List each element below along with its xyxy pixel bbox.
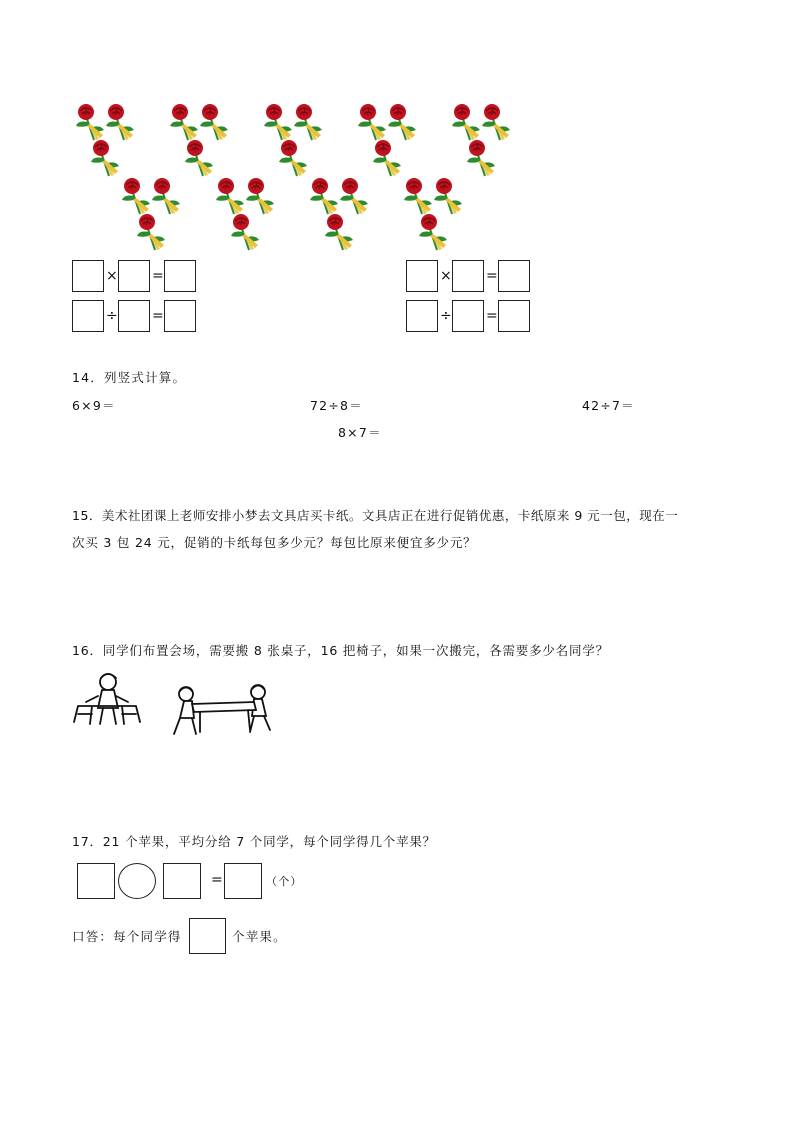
oral-answer-box[interactable] bbox=[189, 918, 226, 954]
problem-1: 6×9＝ bbox=[72, 398, 116, 413]
equals-sign: = bbox=[152, 308, 164, 324]
answer-box[interactable] bbox=[224, 863, 262, 899]
divide-sign: ÷ bbox=[106, 308, 118, 324]
question-15-line-2: 次买 3 包 24 元，促销的卡纸每包多少元？每包比原来便宜多少元？ bbox=[72, 535, 477, 550]
divide-sign: ÷ bbox=[440, 308, 452, 324]
answer-box[interactable] bbox=[498, 260, 530, 292]
times-sign: × bbox=[106, 268, 118, 284]
equals-sign: = bbox=[211, 872, 223, 888]
times-sign: × bbox=[440, 268, 452, 284]
rose-icon bbox=[148, 176, 184, 216]
answer-box[interactable] bbox=[163, 863, 201, 899]
rose-icon bbox=[321, 212, 357, 252]
child-carrying-chair-illustration bbox=[72, 668, 142, 730]
answer-box[interactable] bbox=[118, 300, 150, 332]
rose-icon bbox=[87, 138, 123, 178]
rose-icon bbox=[369, 138, 405, 178]
rose-icon bbox=[102, 102, 138, 142]
question-14-title: 14．列竖式计算。 bbox=[72, 370, 187, 385]
answer-box[interactable] bbox=[72, 300, 104, 332]
rose-icon bbox=[196, 102, 232, 142]
answer-box[interactable] bbox=[118, 260, 150, 292]
problem-4: 8×7＝ bbox=[338, 425, 382, 440]
answer-box[interactable] bbox=[164, 300, 196, 332]
answer-box[interactable] bbox=[406, 300, 438, 332]
rose-icon bbox=[242, 176, 278, 216]
operator-circle[interactable] bbox=[118, 863, 156, 899]
children-carrying-table-illustration bbox=[170, 682, 276, 738]
rose-icon bbox=[430, 176, 466, 216]
equals-sign: = bbox=[486, 308, 498, 324]
oral-answer-prefix: 口答：每个同学得 bbox=[72, 929, 182, 944]
answer-box[interactable] bbox=[452, 260, 484, 292]
rose-icon bbox=[181, 138, 217, 178]
equals-sign: = bbox=[486, 268, 498, 284]
answer-box[interactable] bbox=[406, 260, 438, 292]
answer-box[interactable] bbox=[77, 863, 115, 899]
oral-answer-suffix: 个苹果。 bbox=[232, 929, 287, 944]
equals-sign: = bbox=[152, 268, 164, 284]
answer-box[interactable] bbox=[72, 260, 104, 292]
problem-3: 42÷7＝ bbox=[582, 398, 635, 413]
unit-label: （个） bbox=[266, 875, 303, 888]
question-15-line-1: 15．美术社团课上老师安排小梦去文具店买卡纸。文具店正在进行促销优惠，卡纸原来 9 元一包，现在一 bbox=[72, 508, 679, 523]
problem-2: 72÷8＝ bbox=[310, 398, 363, 413]
rose-icon bbox=[275, 138, 311, 178]
rose-icon bbox=[133, 212, 169, 252]
rose-icon bbox=[336, 176, 372, 216]
rose-icon bbox=[227, 212, 263, 252]
answer-box[interactable] bbox=[164, 260, 196, 292]
question-17-text: 17．21 个苹果，平均分给 7 个同学，每个同学得几个苹果？ bbox=[72, 834, 436, 849]
answer-box[interactable] bbox=[498, 300, 530, 332]
answer-box[interactable] bbox=[452, 300, 484, 332]
rose-icon bbox=[463, 138, 499, 178]
rose-icon bbox=[415, 212, 451, 252]
rose-icon bbox=[478, 102, 514, 142]
rose-icon bbox=[384, 102, 420, 142]
question-16-text: 16．同学们布置会场，需要搬 8 张桌子，16 把椅子，如果一次搬完，各需要多少名同学？ bbox=[72, 643, 609, 658]
rose-icon bbox=[290, 102, 326, 142]
